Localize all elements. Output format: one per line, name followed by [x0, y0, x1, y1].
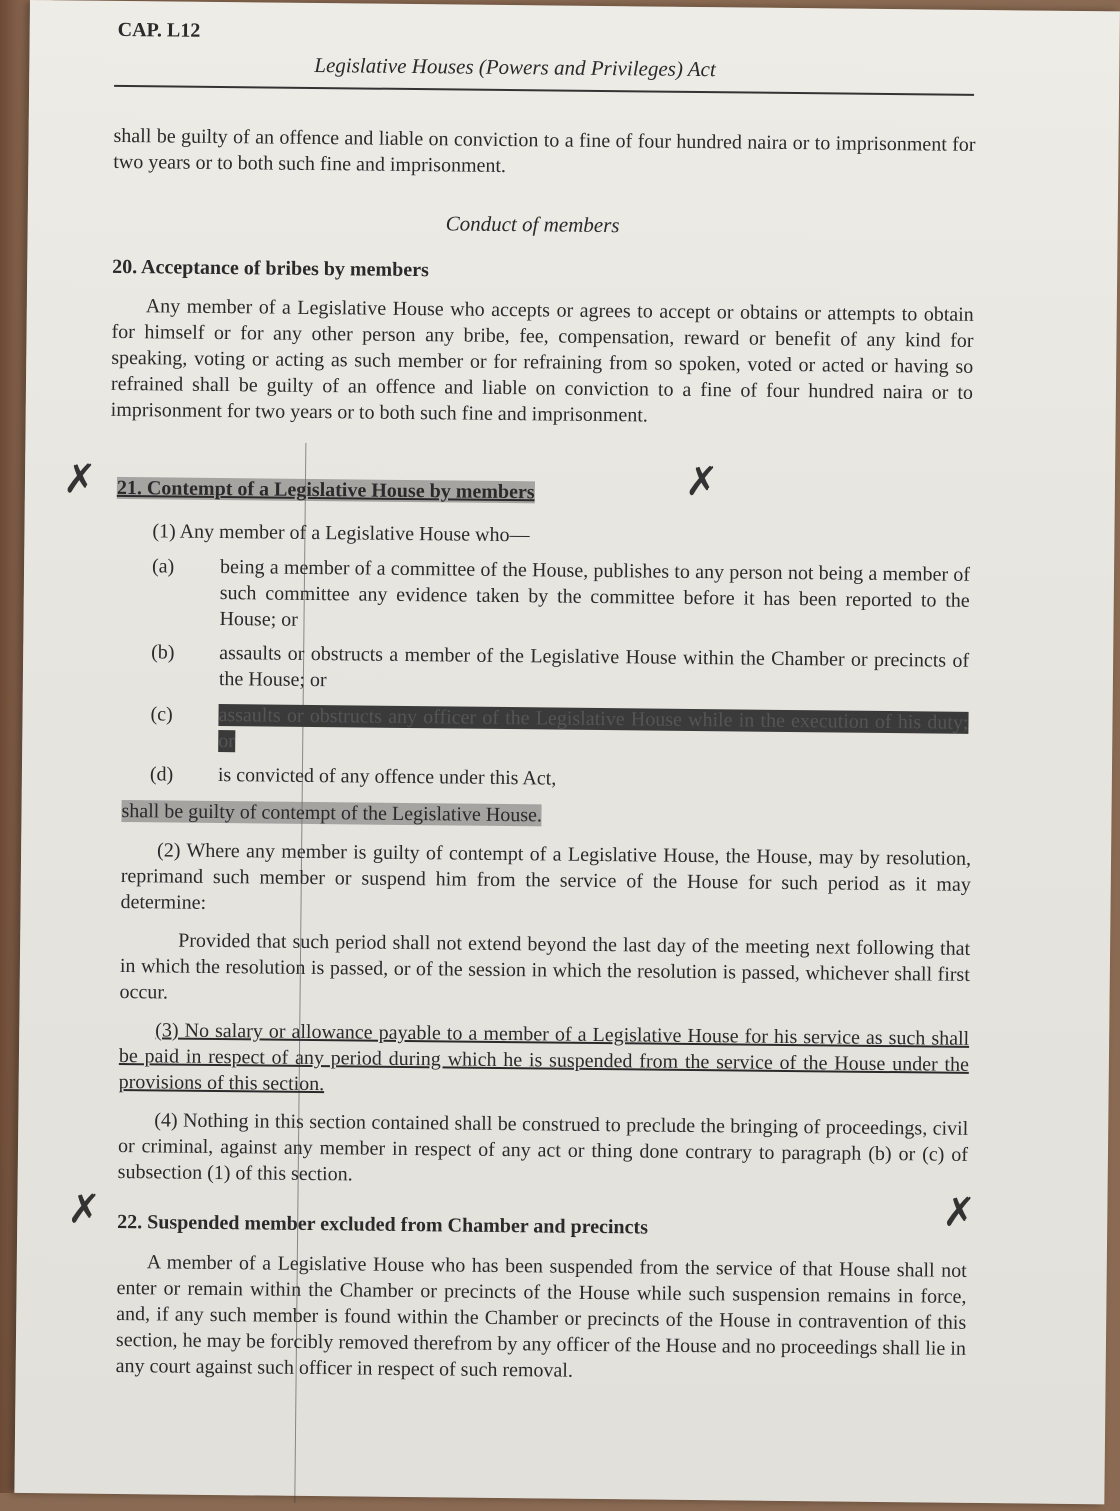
s21-d: is convicted of any offence under this Act,	[217, 764, 557, 790]
part-title: Conduct of members	[445, 211, 620, 238]
s20-text: Any member of a Legislative House who accepts or agrees to accept or obtains or attempts to obtain for himself or for any other person any bribe, fee, compensation, reward or benefit of any kind for speaking, voting or acting as such member or for refraining from so spoken, voted or acted or having so refrained shall be guilty of an offence and liable on conviction to a fine of four hundred naira or to imprisonment for two years or to both such fine and imprisonment.	[110, 295, 974, 427]
s21-sub2: (2) Where any member is guilty of contempt of a Legislative House, the House, may by resolution, reprimand such member or suspend him from the service of the House for such period as it may determine:	[120, 839, 972, 914]
s20-heading: 20. Acceptance of bribes by members	[112, 255, 429, 282]
s21-c-label: (c)	[150, 703, 173, 726]
s21-closing-text: shall be guilty of contempt of the Legislative House.	[121, 800, 543, 827]
intro-paragraph: shall be guilty of an offence and liable on conviction to a fine of four hundred naira or to imprisonment for two years or to both such fine and imprisonment.	[113, 124, 976, 177]
s21-sub1: (1) Any member of a Legislative House who—	[152, 520, 530, 547]
s21-a: being a member of a committee of the House, publishes to any person not being a member of such committee any evidence taken by the committee before it has been reported to the House; or	[219, 556, 971, 631]
s22-heading: 22. Suspended member excluded from Chamber and precincts	[117, 1210, 649, 1239]
handwritten-mark: ✗	[684, 458, 719, 506]
act-title: Legislative Houses (Powers and Privileges) Act	[314, 52, 716, 82]
s21-sub4: (4) Nothing in this section contained shall be construed to preclude the bringing of proceedings, civil or criminal, against any member in respect of any act or thing done contrary to paragraph (b) or (c) of subsection (1) of this section.	[117, 1109, 969, 1186]
s21-b: assaults or obstructs a member of the Legislative House within the Chamber or precincts of the House; or	[218, 642, 970, 692]
s21-d-label: (d)	[149, 763, 174, 786]
s21-heading-text: 21. Contempt of a Legislative House by members	[116, 476, 535, 504]
s21-c-redacted: assaults or obstructs any officer of the Legislative House while in the execution of his duty; or	[218, 704, 969, 753]
handwritten-mark: ✗	[942, 1189, 977, 1236]
s21-closing	[121, 798, 542, 828]
handwritten-mark: ✗	[67, 1186, 102, 1233]
s21-b-label: (b)	[151, 641, 175, 664]
s21-a-label: (a)	[151, 555, 175, 578]
s21-c	[218, 702, 969, 762]
s21-sub3: (3) No salary or allowance payable to a member of a Legislative House for his service as such shall be paid in respect of any period during which he is suspended from the service of the House under the provisions of this section.	[118, 1019, 970, 1096]
s22-text: A member of a Legislative House who has been suspended from the service of that House shall not enter or remain within the Chamber or precincts of the House while such suspension remains in force, and, if any such member is found within the Chamber or precincts of the House in contravention of this section, he may be forcibly removed therefrom by any officer of the House and no proceedings shall lie in any court against such officer in respect of such removal.	[115, 1251, 967, 1382]
document-page	[14, 0, 1120, 1504]
header-rule	[114, 85, 974, 96]
chapter-code: CAP. L12	[117, 18, 201, 42]
s21-proviso: Provided that such period shall not extend beyond the last day of the meeting next following that in which the resolution is passed, or of the session in which the resolution is passed, whichever shall first occur.	[119, 929, 971, 1004]
handwritten-mark: ✗	[62, 456, 97, 503]
s21-heading	[117, 477, 535, 504]
